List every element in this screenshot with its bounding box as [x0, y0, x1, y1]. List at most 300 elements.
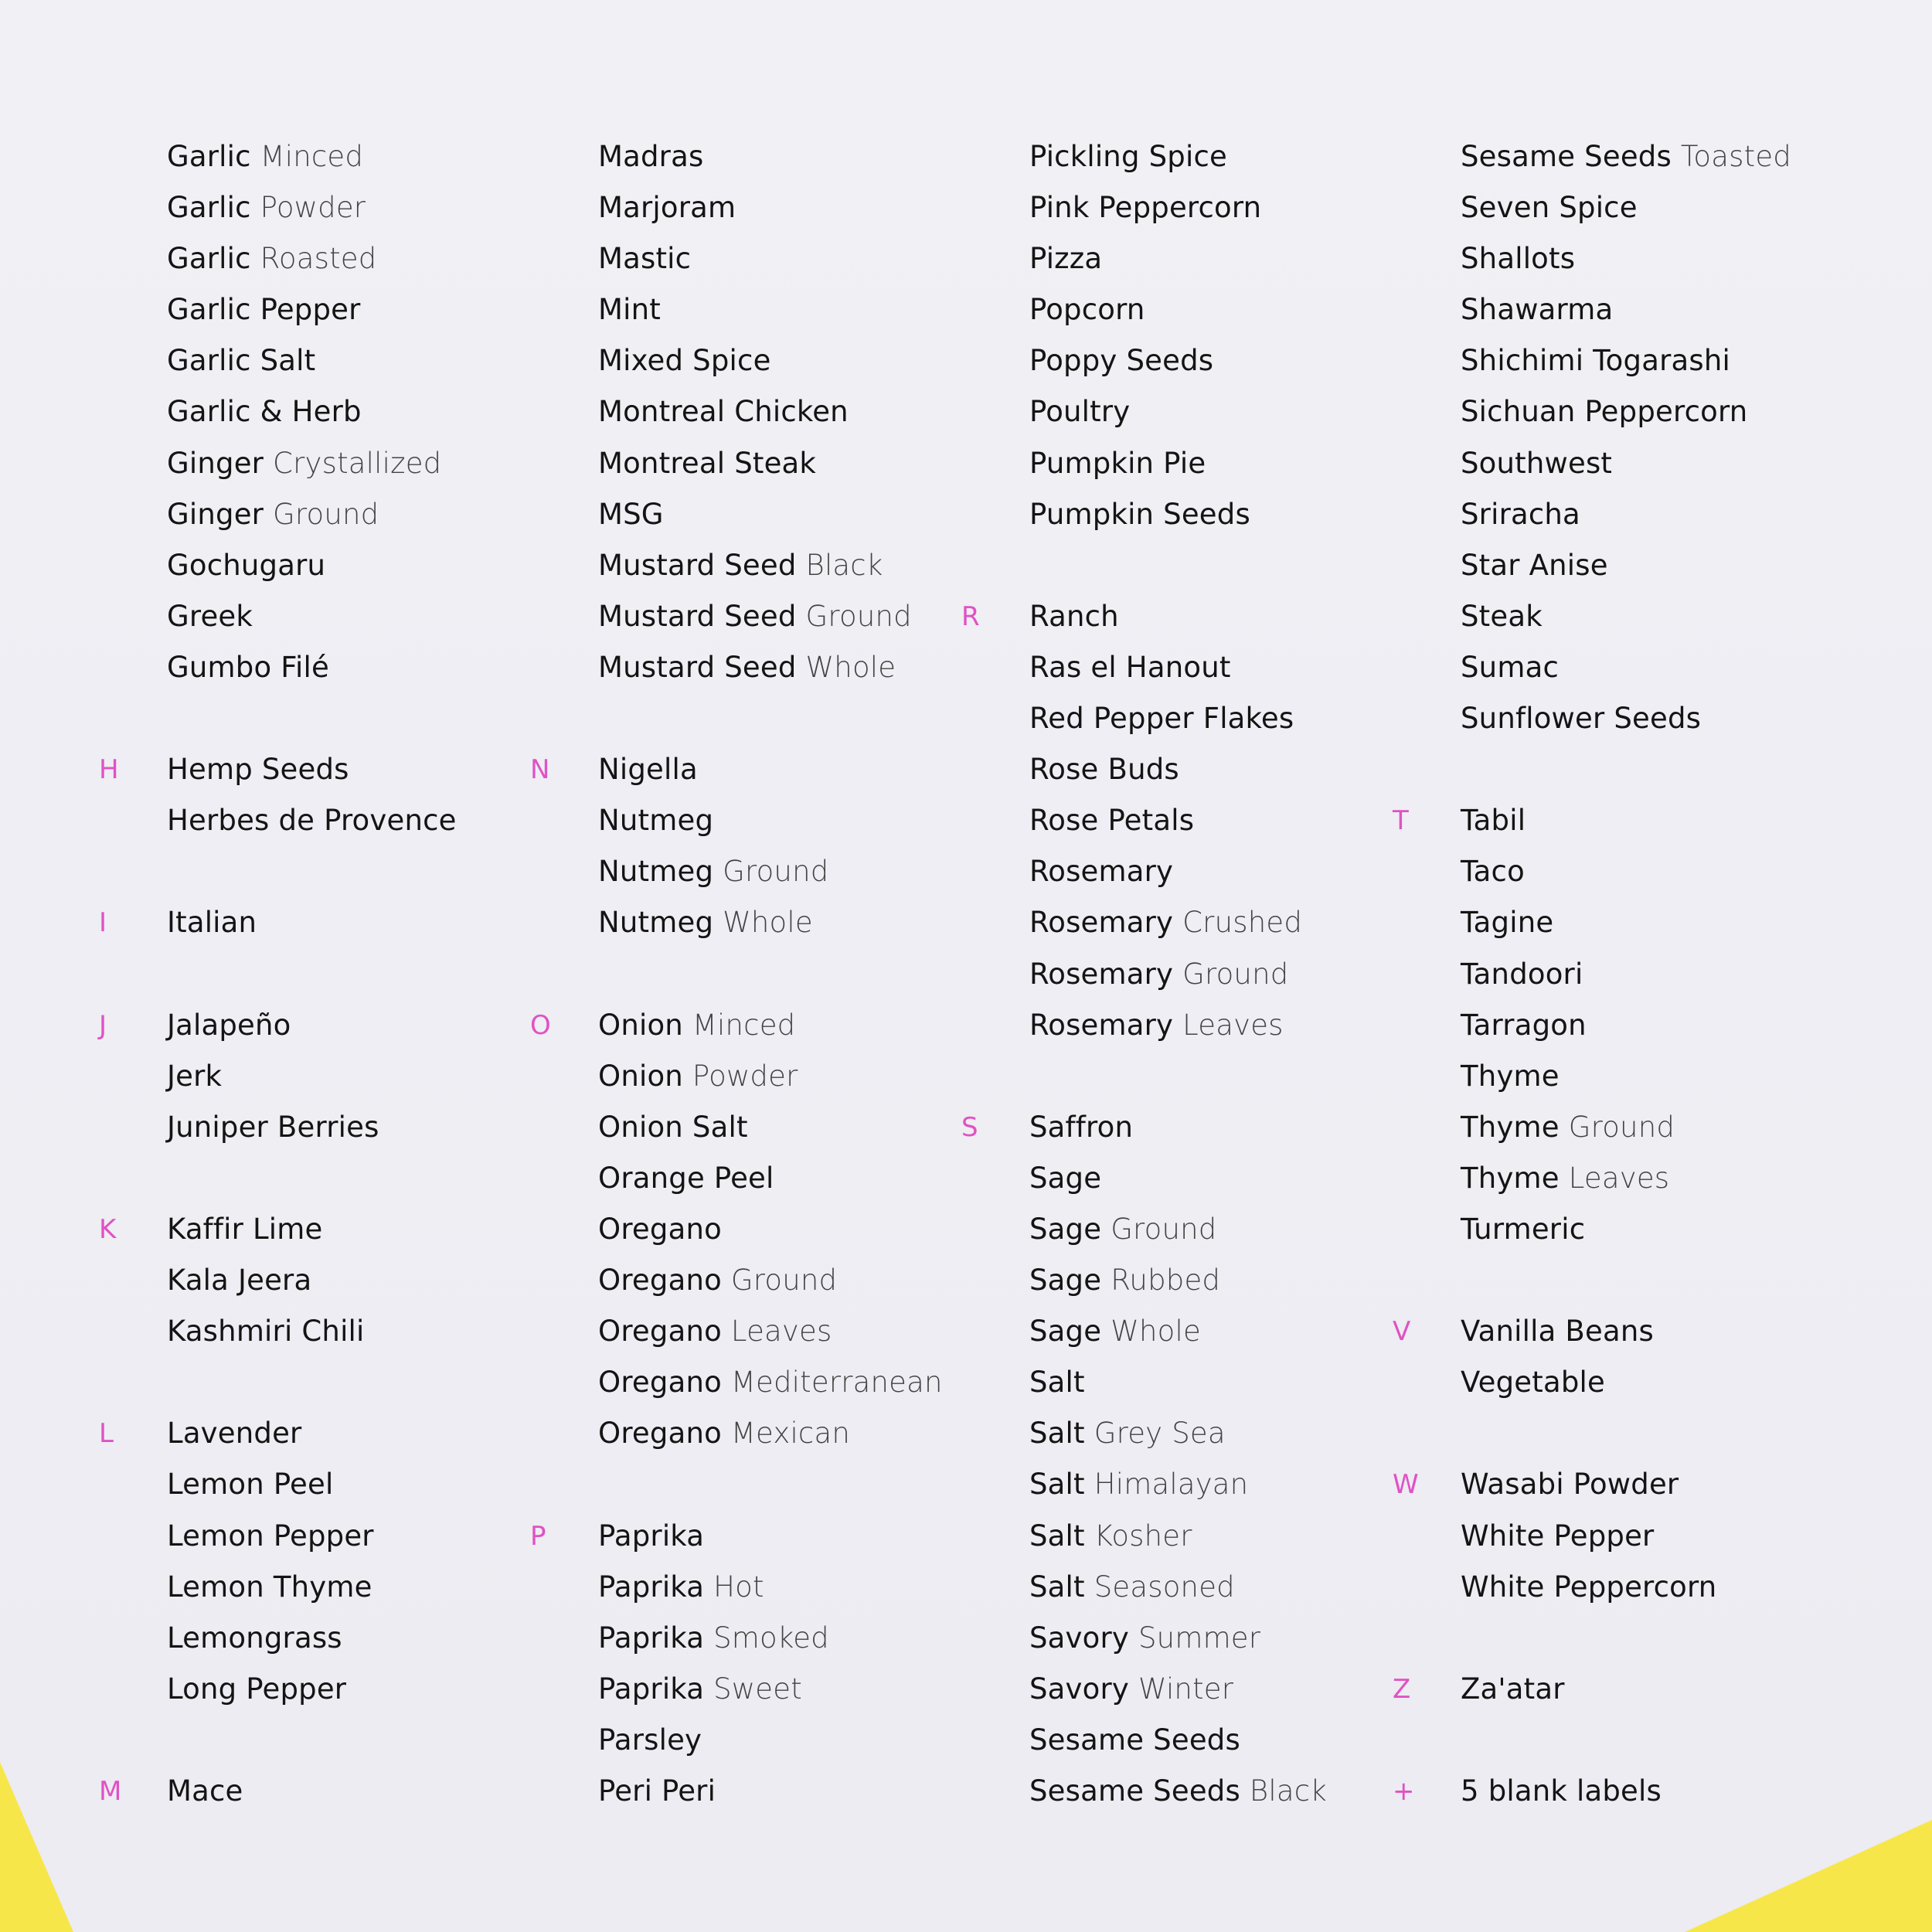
spice-name-main: Thyme — [1461, 1110, 1560, 1144]
spice-name — [1461, 795, 1526, 846]
spice-name — [1461, 335, 1730, 386]
section-spacer — [99, 1357, 530, 1408]
spice-list-item — [530, 642, 961, 693]
spice-list-item — [1393, 489, 1824, 540]
spice-list-item — [530, 1357, 961, 1408]
spice-list-item — [961, 1000, 1393, 1051]
spice-list-item — [530, 1613, 961, 1664]
spice-name-main: Sage — [1029, 1315, 1102, 1349]
section-letter: I — [99, 907, 107, 939]
spice-name — [598, 1408, 850, 1459]
spice-name — [167, 540, 325, 591]
spice-list-item — [961, 438, 1393, 489]
spice-name-main: Italian — [167, 906, 257, 940]
section-spacer — [1393, 1715, 1824, 1766]
spice-list-item — [1393, 1459, 1824, 1510]
spice-column-3 — [961, 131, 1393, 1816]
spice-name-main: Savory — [1029, 1621, 1130, 1655]
spice-name-main: Rose Petals — [1029, 804, 1195, 838]
spice-name — [1461, 591, 1543, 642]
spice-name-main: Paprika — [598, 1570, 705, 1604]
spice-list-item — [1393, 284, 1824, 335]
spice-name-variant: Black — [1249, 1774, 1327, 1808]
spice-name-main: Tandoori — [1461, 957, 1583, 991]
spice-list-item — [1393, 438, 1824, 489]
spice-name-variant: Summer — [1138, 1621, 1261, 1655]
spice-name — [167, 1664, 346, 1715]
spice-name-main: Wasabi Powder — [1461, 1468, 1679, 1502]
spice-list-item — [530, 335, 961, 386]
spice-name — [1029, 642, 1231, 693]
spice-name — [598, 846, 828, 897]
spice-name-main: Oregano — [598, 1417, 722, 1451]
spice-list-item — [530, 1306, 961, 1357]
spice-list-item — [1393, 1511, 1824, 1562]
spice-name-main: Sesame Seeds — [1029, 1723, 1240, 1757]
spice-name-main: Marjoram — [598, 191, 736, 225]
spice-name — [1029, 1511, 1192, 1562]
spice-name — [598, 1613, 829, 1664]
spice-name-main: Onion Salt — [598, 1110, 748, 1144]
spice-list-item — [961, 1664, 1393, 1715]
spice-list-item — [1393, 1153, 1824, 1204]
section-letter: S — [961, 1111, 978, 1143]
spice-name-variant: Himalayan — [1094, 1468, 1249, 1502]
spice-name-main: Nutmeg — [598, 855, 714, 889]
spice-list-item — [99, 540, 530, 591]
spice-name — [1029, 1459, 1248, 1510]
spice-name-main: Saffron — [1029, 1110, 1134, 1144]
section-letter: K — [99, 1213, 117, 1245]
spice-name — [167, 438, 441, 489]
spice-name — [1461, 284, 1613, 335]
spice-name — [598, 1357, 943, 1408]
spice-name-main: Oregano — [598, 1315, 722, 1349]
spice-column-2 — [530, 131, 961, 1816]
spice-name — [1461, 1000, 1587, 1051]
spice-list-item — [530, 386, 961, 437]
spice-name — [598, 489, 664, 540]
spice-name-variant: Ground — [1182, 957, 1289, 991]
spice-name — [1029, 744, 1179, 795]
spice-name — [1029, 284, 1145, 335]
spice-name-variant: Grey Sea — [1094, 1417, 1226, 1451]
spice-name-main: Garlic Pepper — [167, 293, 361, 327]
spice-name-main: Salt — [1029, 1366, 1085, 1400]
spice-list-item — [99, 438, 530, 489]
spice-name — [167, 284, 361, 335]
spice-name — [167, 1511, 374, 1562]
spice-name-variant: Whole — [805, 650, 896, 684]
spice-list-item — [961, 1204, 1393, 1255]
spice-name — [167, 1408, 301, 1459]
spice-name — [1461, 233, 1575, 284]
spice-name — [167, 1459, 333, 1510]
spice-name — [1029, 1357, 1085, 1408]
spice-name-main: Lavender — [167, 1417, 302, 1451]
spice-list-item — [961, 795, 1393, 846]
spice-name-main: Sunflower Seeds — [1461, 702, 1702, 736]
spice-name-main: White Pepper — [1461, 1519, 1655, 1553]
spice-name-main: Vegetable — [1461, 1366, 1605, 1400]
spice-name-main: Poultry — [1029, 395, 1131, 429]
spice-name — [1461, 1664, 1565, 1715]
spice-name-variant: Sweet — [713, 1672, 802, 1706]
spice-name-main: Rosemary — [1029, 906, 1174, 940]
spice-name-main: Rosemary — [1029, 957, 1174, 991]
spice-name-main: MSG — [598, 497, 664, 531]
section-spacer — [530, 1459, 961, 1510]
spice-list-item — [1393, 182, 1824, 233]
spice-list-item — [1393, 795, 1824, 846]
spice-name — [598, 1306, 832, 1357]
spice-name-variant: Leaves — [1182, 1008, 1284, 1042]
spice-name-main: Sage — [1029, 1212, 1102, 1246]
spice-name-variant: Crystallized — [273, 446, 442, 480]
spice-name-main: Onion — [598, 1008, 683, 1042]
spice-list-item — [961, 744, 1393, 795]
spice-name-variant: Smoked — [713, 1621, 829, 1655]
section-spacer — [961, 1051, 1393, 1102]
spice-list-item — [99, 795, 530, 846]
section-letter: V — [1393, 1316, 1411, 1348]
spice-name-variant: Whole — [723, 906, 813, 940]
spice-name — [167, 1051, 222, 1102]
spice-list-item — [1393, 1000, 1824, 1051]
spice-name — [1461, 438, 1612, 489]
spice-list-item — [530, 1562, 961, 1613]
section-spacer — [1393, 1408, 1824, 1459]
spice-name-main: Garlic — [167, 140, 251, 173]
spice-name — [598, 1562, 764, 1613]
spice-name-main: Lemon Pepper — [167, 1519, 374, 1553]
spice-name — [167, 182, 366, 233]
spice-list-item — [99, 1562, 530, 1613]
spice-name — [1029, 1408, 1226, 1459]
spice-name-main: Tabil — [1461, 804, 1526, 838]
spice-name — [167, 233, 376, 284]
spice-name-main: Mustard Seed — [598, 548, 797, 582]
spice-name-main: Mastic — [598, 242, 692, 276]
section-spacer — [1393, 1613, 1824, 1664]
spice-list-item — [530, 744, 961, 795]
spice-list-item — [99, 335, 530, 386]
section-spacer — [99, 949, 530, 1000]
spice-column-1 — [99, 131, 530, 1816]
spice-list-item — [961, 182, 1393, 233]
spice-name-main: Lemon Thyme — [167, 1570, 372, 1604]
spice-name-main: Kashmiri Chili — [167, 1315, 365, 1349]
spice-name-variant: Hot — [713, 1570, 764, 1604]
spice-name-variant: Ground — [273, 497, 379, 531]
spice-name-main: Kala Jeera — [167, 1264, 312, 1298]
spice-list-item — [961, 1153, 1393, 1204]
spice-name — [598, 1255, 837, 1306]
spice-name — [167, 591, 253, 642]
spice-list-item — [530, 1511, 961, 1562]
spice-name — [598, 1715, 702, 1766]
spice-name — [1461, 1306, 1654, 1357]
spice-name-main: Tagine — [1461, 906, 1554, 940]
spice-name-variant: Powder — [692, 1059, 798, 1093]
spice-name — [1461, 642, 1559, 693]
spice-name-variant: Crushed — [1182, 906, 1302, 940]
spice-name-variant: Whole — [1111, 1315, 1201, 1349]
spice-name — [167, 1613, 342, 1664]
section-spacer — [99, 693, 530, 744]
spice-name-main: Star Anise — [1461, 548, 1608, 582]
spice-name-main: Herbes de Provence — [167, 804, 457, 838]
spice-name — [167, 131, 363, 182]
spice-list-item — [99, 131, 530, 182]
spice-name-main: Popcorn — [1029, 293, 1145, 327]
spice-name — [598, 1664, 802, 1715]
spice-name-variant: Ground — [723, 855, 829, 889]
spice-list-item — [530, 1051, 961, 1102]
spice-name-main: White Peppercorn — [1461, 1570, 1717, 1604]
spice-list-item — [99, 1613, 530, 1664]
section-letter: P — [530, 1520, 546, 1552]
section-letter: R — [961, 600, 980, 632]
spice-name — [598, 642, 896, 693]
spice-name-main: Tarragon — [1461, 1008, 1587, 1042]
spice-name-variant: Black — [805, 548, 883, 582]
spice-name-variant: Leaves — [730, 1315, 832, 1349]
spice-name — [1029, 795, 1194, 846]
spice-name — [167, 489, 379, 540]
spice-name-main: Shawarma — [1461, 293, 1614, 327]
spice-name — [167, 1562, 372, 1613]
spice-name-main: Garlic Salt — [167, 344, 316, 378]
spice-name-main: Rosemary — [1029, 1008, 1174, 1042]
spice-name-main: Juniper Berries — [167, 1110, 379, 1144]
section-spacer — [961, 540, 1393, 591]
spice-name — [1029, 131, 1227, 182]
spice-name-main: Mustard Seed — [598, 650, 797, 684]
spice-name-main: Nutmeg — [598, 906, 714, 940]
spice-name-variant: Kosher — [1094, 1519, 1192, 1553]
spice-name-main: Steak — [1461, 599, 1543, 633]
spice-name — [167, 1102, 379, 1153]
spice-name-main: Pumpkin Pie — [1029, 446, 1206, 480]
spice-name-variant: Ground — [805, 599, 912, 633]
spice-list-item — [99, 233, 530, 284]
spice-list-item — [99, 386, 530, 437]
spice-name-main: Sriracha — [1461, 497, 1580, 531]
spice-name-main: Paprika — [598, 1672, 705, 1706]
spice-list-item — [1393, 1102, 1824, 1153]
spice-name-variant: Rubbed — [1111, 1264, 1221, 1298]
spice-list-item — [530, 131, 961, 182]
spice-name — [1029, 949, 1288, 1000]
section-spacer — [530, 949, 961, 1000]
spice-list-item — [961, 642, 1393, 693]
spice-list-item — [99, 182, 530, 233]
spice-name — [598, 335, 771, 386]
spice-name — [598, 284, 661, 335]
spice-name — [167, 897, 257, 948]
spice-name-main: Montreal Steak — [598, 446, 817, 480]
spice-name-main: Jalapeño — [167, 1008, 291, 1042]
spice-name-main: Ginger — [167, 497, 264, 531]
spice-name-main: Salt — [1029, 1519, 1085, 1553]
spice-name — [598, 438, 816, 489]
spice-name — [1461, 182, 1638, 233]
spice-list-item — [99, 284, 530, 335]
spice-name-main: Ras el Hanout — [1029, 650, 1231, 684]
section-spacer — [1393, 744, 1824, 795]
spice-name — [1029, 1562, 1235, 1613]
spice-name-main: Paprika — [598, 1519, 705, 1553]
spice-list-item — [530, 284, 961, 335]
spice-list-item — [99, 1000, 530, 1051]
spice-name — [1029, 386, 1130, 437]
spice-name-variant: Roasted — [260, 242, 377, 276]
spice-list-item — [1393, 949, 1824, 1000]
spice-name-main: Gochugaru — [167, 548, 326, 582]
spice-name — [1461, 489, 1580, 540]
spice-list-item — [99, 1766, 530, 1817]
spice-list-item — [1393, 233, 1824, 284]
spice-name — [1029, 1000, 1284, 1051]
spice-name-main: Parsley — [598, 1723, 702, 1757]
section-letter: N — [530, 754, 550, 786]
spice-name-main: Greek — [167, 599, 253, 633]
spice-name — [1461, 1102, 1675, 1153]
spice-name-main: Salt — [1029, 1468, 1085, 1502]
spice-name-main: Oregano — [598, 1264, 722, 1298]
spice-name — [598, 591, 912, 642]
spice-name-variant: Powder — [260, 191, 366, 225]
spice-name-main: Sage — [1029, 1264, 1102, 1298]
section-spacer — [99, 1153, 530, 1204]
spice-list-item — [530, 1153, 961, 1204]
spice-name-main: Salt — [1029, 1417, 1085, 1451]
spice-list-item — [99, 1459, 530, 1510]
spice-name-main: Sichuan Peppercorn — [1461, 395, 1748, 429]
spice-name-main: Salt — [1029, 1570, 1085, 1604]
spice-list-item — [1393, 131, 1824, 182]
section-letter: O — [530, 1009, 551, 1041]
spice-list-item — [1393, 1357, 1824, 1408]
spice-list-item — [530, 1766, 961, 1817]
spice-list-item — [99, 1102, 530, 1153]
spice-list-item — [961, 1255, 1393, 1306]
spice-name-main: Southwest — [1461, 446, 1613, 480]
spice-name — [598, 1511, 704, 1562]
spice-name-variant: Leaves — [1568, 1161, 1670, 1195]
spice-name-main: Pink Peppercorn — [1029, 191, 1262, 225]
spice-name-main: Mint — [598, 293, 661, 327]
spice-name-main: Poppy Seeds — [1029, 344, 1214, 378]
spice-list-item — [961, 1408, 1393, 1459]
spice-name — [1461, 949, 1583, 1000]
spice-name-main: Sage — [1029, 1161, 1102, 1195]
spice-list-item — [530, 1000, 961, 1051]
spice-name-main: Sesame Seeds — [1029, 1774, 1240, 1808]
spice-list-item — [1393, 1204, 1824, 1255]
spice-list-item — [1393, 335, 1824, 386]
spice-name — [1461, 1562, 1716, 1613]
spice-name — [1461, 1766, 1662, 1817]
spice-list-item — [99, 1051, 530, 1102]
spice-name — [1461, 846, 1525, 897]
spice-name — [167, 795, 457, 846]
spice-list-item — [961, 335, 1393, 386]
spice-list-item — [99, 897, 530, 948]
spice-list-item — [1393, 846, 1824, 897]
spice-name — [1461, 1357, 1605, 1408]
spice-list-item — [961, 1306, 1393, 1357]
spice-column-4 — [1393, 131, 1824, 1816]
spice-name-main: Mace — [167, 1774, 243, 1808]
section-letter: M — [99, 1776, 122, 1807]
spice-name-main: Rose Buds — [1029, 753, 1179, 787]
spice-list-item — [530, 897, 961, 948]
spice-name-main: Vanilla Beans — [1461, 1315, 1654, 1349]
spice-list-item — [961, 1766, 1393, 1817]
spice-name-main: Shichimi Togarashi — [1461, 344, 1730, 378]
spice-name — [1029, 846, 1173, 897]
spice-list-item — [961, 949, 1393, 1000]
spice-list-item — [99, 591, 530, 642]
spice-name-variant: Minced — [260, 140, 364, 173]
spice-list-item — [99, 489, 530, 540]
spice-list-item — [961, 1357, 1393, 1408]
spice-name — [1029, 1306, 1201, 1357]
spice-name-main: Taco — [1461, 855, 1525, 889]
spice-name — [598, 1766, 716, 1817]
spice-name — [598, 1000, 795, 1051]
section-spacer — [1393, 1255, 1824, 1306]
section-letter: W — [1393, 1469, 1419, 1501]
spice-name-main: Lemongrass — [167, 1621, 342, 1655]
spice-list-item — [1393, 897, 1824, 948]
spice-list-item — [530, 1408, 961, 1459]
spice-name — [1029, 1664, 1233, 1715]
spice-name-main: Shallots — [1461, 242, 1576, 276]
spice-list-item — [1393, 1664, 1824, 1715]
spice-name — [1029, 438, 1206, 489]
spice-name — [167, 386, 362, 437]
spice-name-main: Mixed Spice — [598, 344, 771, 378]
spice-name — [1461, 897, 1553, 948]
spice-name — [1461, 1153, 1669, 1204]
spice-name — [1461, 1511, 1654, 1562]
spice-name — [1029, 1613, 1260, 1664]
spice-name-main: Orange Peel — [598, 1161, 774, 1195]
spice-name — [167, 1306, 365, 1357]
spice-list-item — [99, 1306, 530, 1357]
spice-name-main: Thyme — [1461, 1161, 1560, 1195]
spice-name — [1029, 1255, 1220, 1306]
spice-name-main: Oregano — [598, 1212, 722, 1246]
spice-name — [598, 131, 703, 182]
spice-list-item — [961, 1613, 1393, 1664]
section-letter: T — [1393, 805, 1409, 837]
spice-name — [1029, 182, 1261, 233]
spice-name-main: Rosemary — [1029, 855, 1174, 889]
spice-name — [1029, 1715, 1240, 1766]
spice-list-item — [961, 1562, 1393, 1613]
spice-name — [167, 1255, 311, 1306]
spice-name — [1029, 897, 1302, 948]
spice-name — [598, 1102, 748, 1153]
spice-name-main: Gumbo Filé — [167, 650, 329, 684]
spice-name — [1461, 540, 1608, 591]
spice-name-main: Seven Spice — [1461, 191, 1638, 225]
spice-name-main: Oregano — [598, 1366, 722, 1400]
